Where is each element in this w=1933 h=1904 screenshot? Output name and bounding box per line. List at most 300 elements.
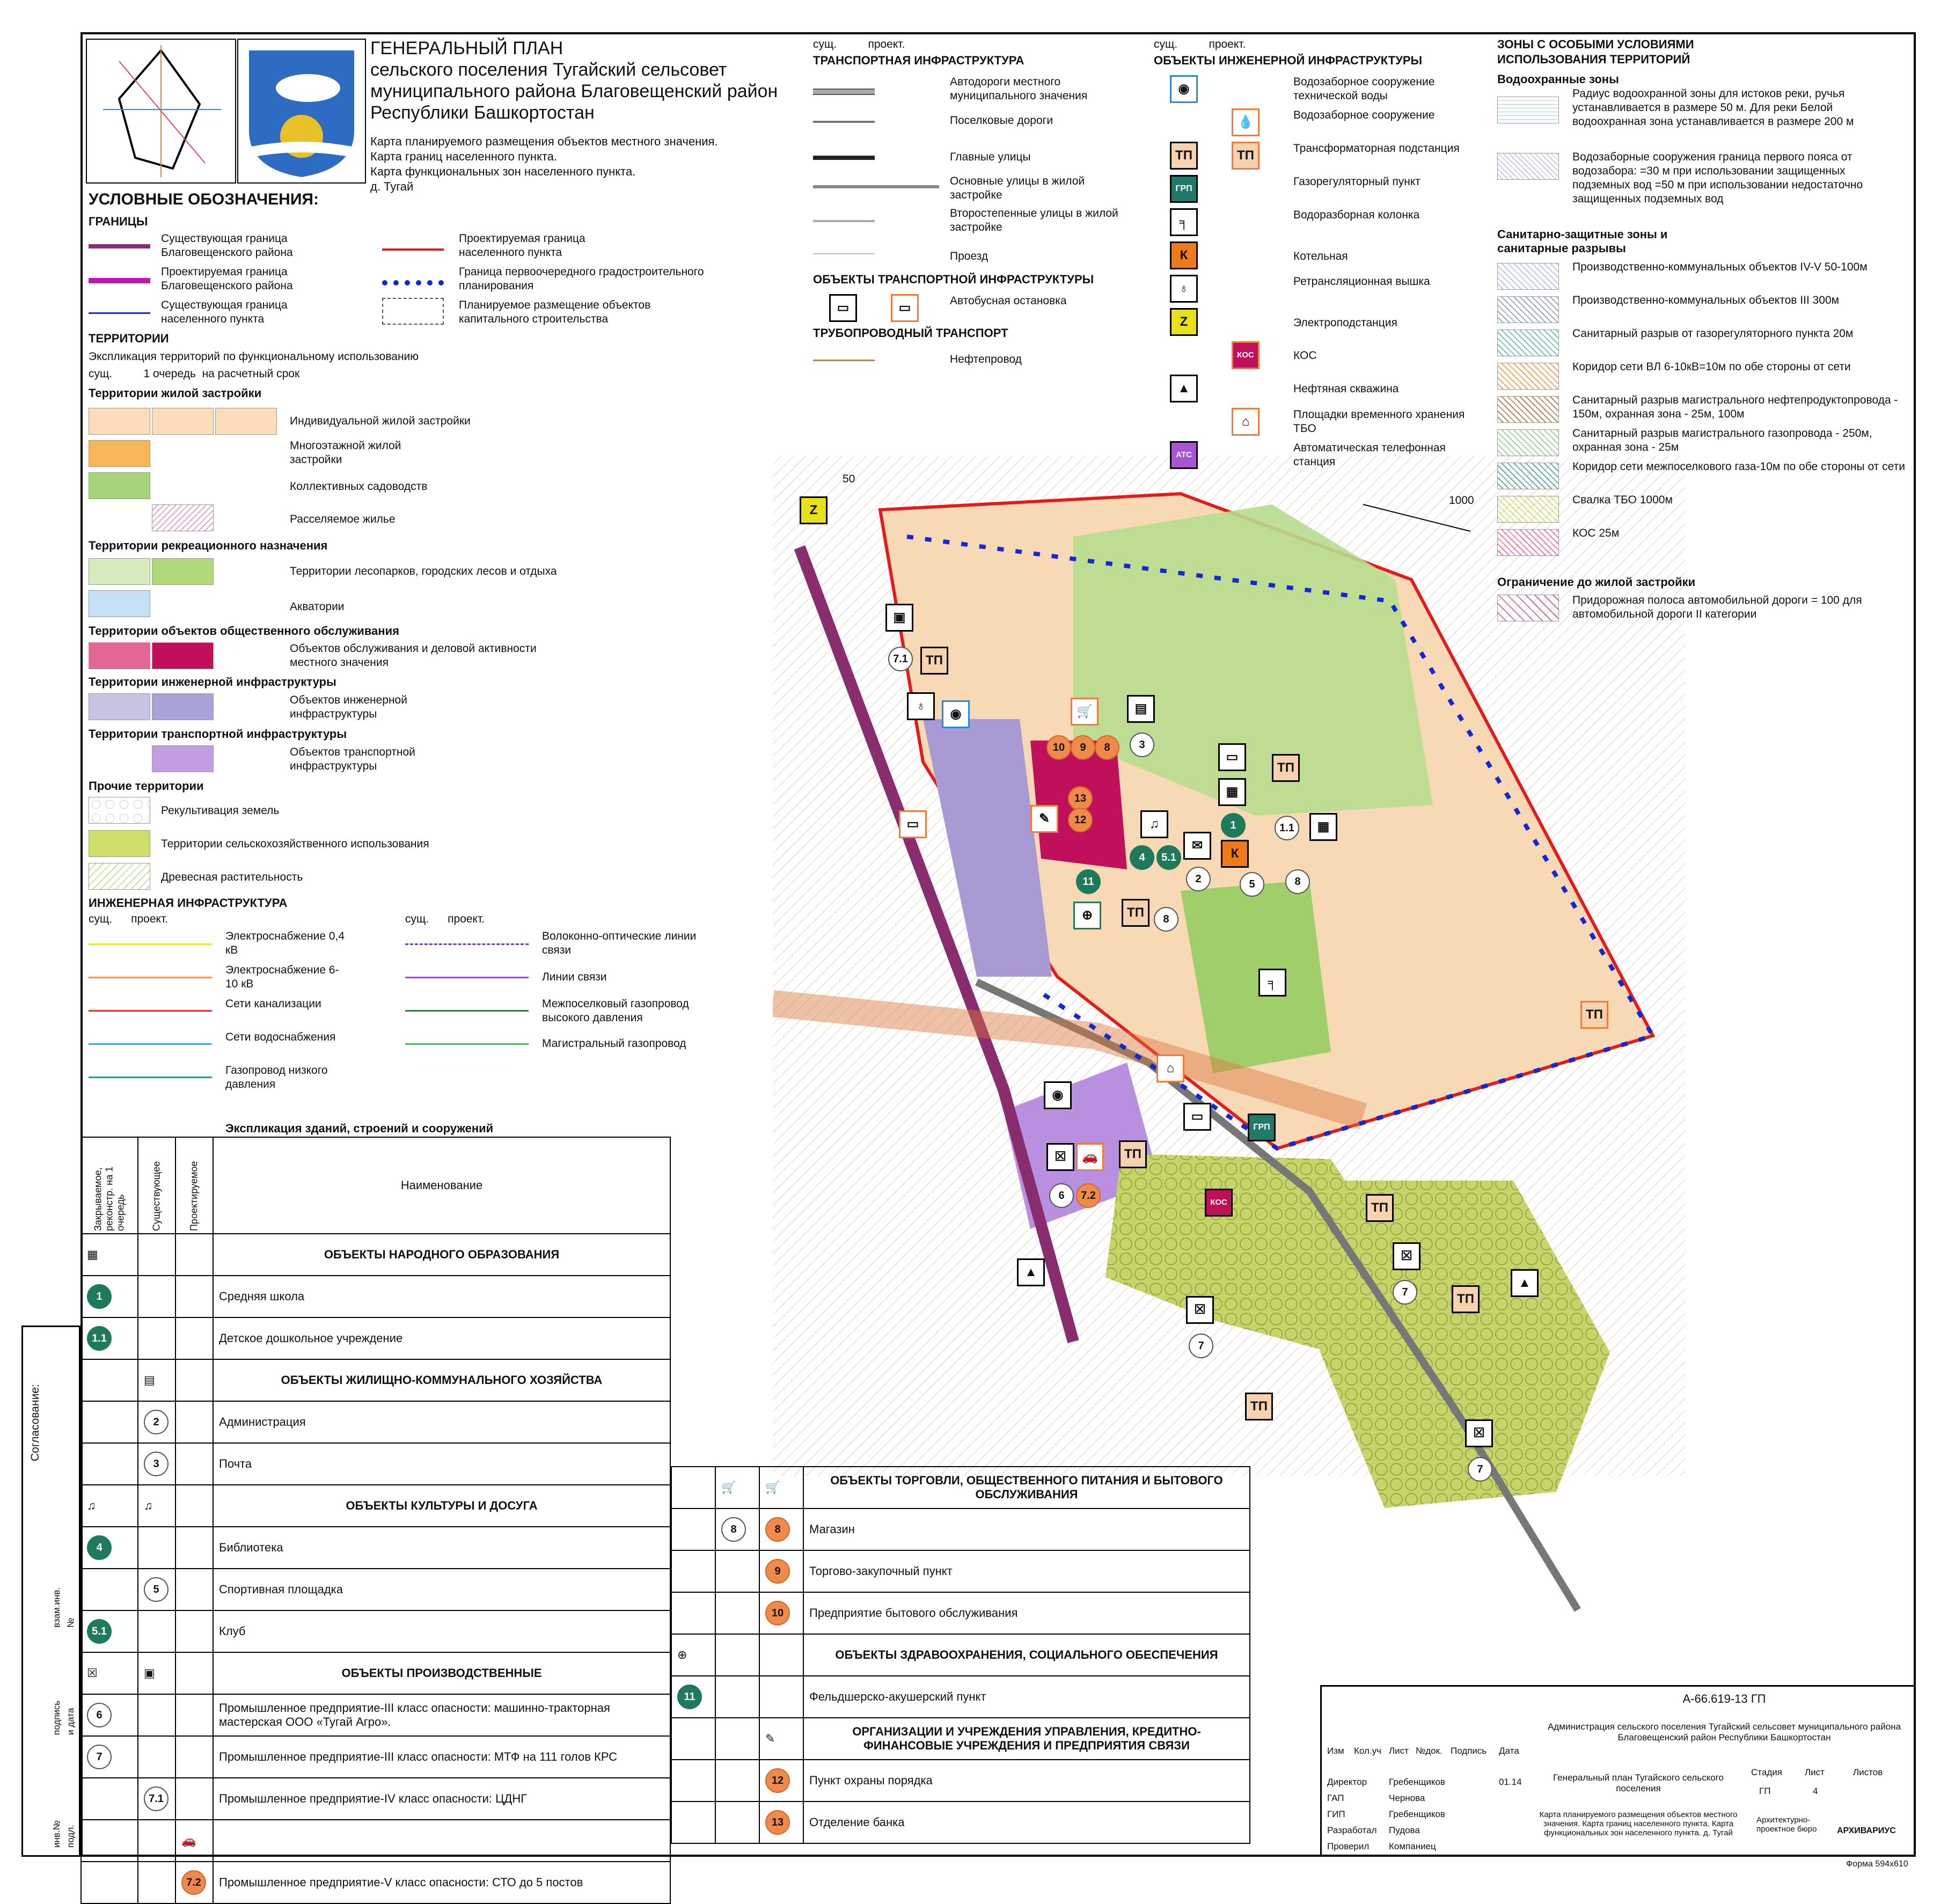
- road-basic: [813, 185, 939, 188]
- swatch-other-1: [89, 797, 150, 824]
- row-sto: Промышленное предприятие-V класс опасности: СТО до 5 постов: [213, 1862, 670, 1903]
- eng-obj-4: Газорегуляторный пункт: [1293, 175, 1421, 188]
- transport-1: Автодороги местного муниципального значения: [950, 76, 1088, 102]
- border-label-5: Граница первоочередного градостроительного планирования: [459, 266, 704, 292]
- title-main: ГЕНЕРАЛЬНЫЙ ПЛАН: [370, 38, 563, 58]
- row-trade-point: Торгово-закупочный пункт: [803, 1550, 1250, 1592]
- territories-cols: сущ. 1 очередь на расчетный срок: [89, 368, 300, 380]
- section-industry: ОБЪЕКТЫ ПРОИЗВОДСТВЕННЫЕ: [213, 1652, 670, 1694]
- eng-right-4: Магистральный газопровод: [542, 1037, 686, 1050]
- swatch-water-2: [1497, 153, 1559, 180]
- format-label: Форма 594х610: [1846, 1859, 1908, 1869]
- map-label-13[interactable]: 13: [1068, 786, 1093, 811]
- map-waste-icon[interactable]: ⌂: [1156, 1054, 1184, 1082]
- bus-stop-icon: ▭: [829, 294, 857, 322]
- border-swatch-4: [382, 248, 444, 251]
- group-engineering: Территории инженерной инфраструктуры: [89, 675, 336, 689]
- stamp-date: 01.14: [1499, 1777, 1522, 1787]
- eng-obj-11: Площадки временного хранения ТБО: [1293, 408, 1465, 435]
- stamp-sheet: 4: [1813, 1786, 1818, 1796]
- road-local: [813, 89, 875, 95]
- scale-label-50: 50: [843, 473, 855, 485]
- map-tp-6[interactable]: ТП: [1366, 1194, 1394, 1222]
- territories-sub: Экспликация территорий по функциональному использованию: [89, 350, 419, 363]
- pipeline-heading: ТРУБОПРОВОДНЫЙ ТРАНСПОРТ: [813, 326, 1008, 340]
- transport-objects-heading: ОБЪЕКТЫ ТРАНСПОРТНОЙ ИНФРАСТРУКТУРЫ: [813, 273, 1094, 286]
- living-1: Индивидуальной жилой застройки: [290, 415, 471, 427]
- kos-icon: КОС: [1232, 341, 1260, 369]
- row-shop: Магазин: [803, 1508, 1250, 1550]
- swatch-living-1: [89, 408, 150, 435]
- stamp-role-2: ГИП: [1327, 1809, 1345, 1819]
- row-num: 8: [721, 1517, 746, 1542]
- group-transport: Территории транспортной инфраструктуры: [89, 727, 347, 741]
- swatch-living-3: [89, 472, 150, 499]
- swatch-rec-2: [89, 590, 150, 617]
- stamp-sheet-h: Лист: [1805, 1767, 1825, 1777]
- other-3: Древесная растительность: [161, 871, 303, 883]
- map-label-11[interactable]: 11: [1076, 869, 1101, 894]
- eng-obj-9: КОС: [1293, 349, 1317, 362]
- map-medical-icon[interactable]: ⊕: [1073, 902, 1101, 929]
- group-public: Территории объектов общественного обслуживания: [89, 624, 399, 638]
- explication-title: Экспликация зданий, строений и сооружений: [225, 1122, 494, 1135]
- stamp-stage-h: Стадия: [1751, 1767, 1782, 1777]
- row-sport: Спортивная площадка: [213, 1569, 670, 1610]
- coat-of-arms: [237, 39, 366, 184]
- group-living: Территории жилой застройки: [89, 386, 262, 400]
- map-label-7-c[interactable]: 7: [1468, 1457, 1492, 1482]
- stamp-role-1: ГАП: [1327, 1793, 1344, 1803]
- eng-obj-cols: сущ. проект.: [1154, 38, 1246, 50]
- section-gov: ОРГАНИЗАЦИИ И УЧРЕЖДЕНИЯ УПРАВЛЕНИЯ, КРЕДИТНО-ФИНАНСОВЫЕ УЧРЕЖДЕНИЯ И ПРЕДПРИЯТИЯ СВЯЗИ: [803, 1718, 1250, 1760]
- stamp-org: Архитектурно-проектное бюро: [1756, 1815, 1817, 1834]
- san-zone-label: Санитарный разрыв магистрального газопровода - 250м, охранная зона - 25м: [1572, 427, 1872, 453]
- zones-heading-2: ИСПОЛЬЗОВАНИЯ ТЕРРИТОРИЙ: [1497, 53, 1690, 66]
- row-num: 6: [87, 1703, 112, 1727]
- map-label-1[interactable]: 1: [1221, 813, 1246, 838]
- pipeline-label: Нефтепровод: [950, 353, 1022, 365]
- title-sub3: Карта функциональных зон населенного пункта.: [370, 165, 636, 178]
- eng-left-3: Сети канализации: [225, 998, 321, 1010]
- section-culture: ОБЪЕКТЫ КУЛЬТУРЫ И ДОСУГА: [213, 1485, 670, 1527]
- inv-replace: взам.инв.№: [52, 1587, 76, 1628]
- stamp-h-1: Кол.уч: [1354, 1746, 1381, 1756]
- row-police: Пункт охраны порядка: [803, 1760, 1250, 1802]
- map-club-icon[interactable]: ♫: [1140, 810, 1168, 838]
- san-zone-item: [1497, 327, 1905, 359]
- edu-icon-cell: ▦: [81, 1234, 138, 1276]
- section-housing: ОБЪЕКТЫ ЖИЛИЩНО-КОММУНАЛЬНОГО ХОЗЯЙСТВА: [213, 1359, 670, 1401]
- line-04: [89, 943, 212, 945]
- section-health: ОБЪЕКТЫ ЗДРАВООХРАНЕНИЯ, СОЦИАЛЬНОГО ОБЕСПЕЧЕНИЯ: [803, 1634, 1250, 1676]
- eng-infra-cols-2: сущ. проект.: [405, 913, 485, 925]
- water-2: Водозаборные сооружения граница первого пояса от водозабора: =30 м при использовании защищенных подземных вод =50 м при использовании недостаточно защищенных подземных вод: [1572, 151, 1863, 205]
- row-num: 1: [87, 1284, 112, 1309]
- water-zones-heading: Водоохранные зоны: [1497, 72, 1619, 86]
- other-2: Территории сельскохозяйственного использования: [161, 838, 429, 850]
- stamp-role-4: Проверил: [1327, 1841, 1370, 1851]
- stamp-project: Генеральный план Тугайского сельского поселения: [1553, 1773, 1724, 1793]
- line-gas-main: [405, 1043, 529, 1045]
- water-intake-icon: 💧: [1232, 108, 1260, 136]
- road-drive: [813, 253, 875, 254]
- san-zone-label: Коридор сети межпоселкового газа-10м по обе стороны от сети: [1572, 460, 1905, 473]
- san-zone-swatch: [1497, 296, 1559, 323]
- row-num: 11: [677, 1685, 702, 1709]
- map-bus-stop-3[interactable]: ▭: [1183, 1103, 1211, 1131]
- title-line3: Республики Башкортостан: [370, 102, 595, 123]
- group-other: Прочие территории: [89, 779, 204, 793]
- industry-icon-cell: ☒: [81, 1652, 138, 1694]
- map-post-icon[interactable]: ✉: [1183, 832, 1211, 860]
- col-name: Наименование: [213, 1137, 670, 1234]
- border-label-1: Существующая граница Благовещенского района: [161, 232, 293, 259]
- map-water-intake-icon[interactable]: ◉: [942, 700, 970, 728]
- line-gas-low: [89, 1077, 212, 1078]
- san-zone-item: [1497, 360, 1905, 392]
- row-kindergarten: Детское дошкольное учреждение: [213, 1317, 670, 1359]
- stamp-h-3: №док.: [1416, 1746, 1443, 1756]
- map-car-service-icon[interactable]: 🚗: [1076, 1143, 1104, 1171]
- map-tp-2[interactable]: ТП: [1272, 754, 1300, 782]
- san-zone-item: [1497, 294, 1905, 326]
- eng-infra-cols: сущ. проект.: [89, 913, 169, 925]
- housing-icon-cell: ▤: [138, 1359, 175, 1401]
- agree-label: Согласование:: [29, 1384, 41, 1461]
- map-label-4[interactable]: 4: [1130, 845, 1154, 870]
- grp-icon: ГРП: [1170, 175, 1198, 203]
- eng-obj-2: Водозаборное сооружение: [1293, 109, 1435, 121]
- oil-well-icon: ▲: [1170, 375, 1198, 402]
- section-edu: ОБЪЕКТЫ НАРОДНОГО ОБРАЗОВАНИЯ: [213, 1234, 670, 1276]
- section-trade: ОБЪЕКТЫ ТОРГОВЛИ, ОБЩЕСТВЕННОГО ПИТАНИЯ И БЫТОВОГО ОБСЛУЖИВАНИЯ: [803, 1467, 1250, 1508]
- row-num: 10: [765, 1601, 790, 1625]
- border-swatch-6: [382, 298, 444, 325]
- limit-heading: Ограничение до жилой застройки: [1497, 575, 1696, 589]
- row-service: Предприятие бытового обслуживания: [803, 1592, 1250, 1634]
- map-label-8-b[interactable]: 8: [1285, 869, 1310, 894]
- road-secondary: [813, 220, 875, 222]
- eng-obj-12: Автоматическая телефонная станция: [1293, 442, 1446, 468]
- map-label-3[interactable]: 3: [1130, 733, 1154, 757]
- map-label-12[interactable]: 12: [1068, 808, 1093, 832]
- line-610: [89, 977, 212, 978]
- row-num: 8: [765, 1517, 790, 1542]
- borders-heading: ГРАНИЦЫ: [89, 215, 148, 228]
- eng-obj-1: Водозаборное сооружение технической воды: [1293, 76, 1435, 102]
- transport-2: Поселковые дороги: [950, 114, 1053, 127]
- swatch-living-1b: [152, 408, 214, 435]
- stamp-logo: АРХИВАРИУС: [1837, 1826, 1896, 1835]
- row-num: 3: [144, 1452, 169, 1476]
- map-label-8[interactable]: 8: [1095, 735, 1119, 760]
- map-industry-closed-2[interactable]: ☒: [1393, 1242, 1421, 1270]
- ats-icon: АТС: [1170, 441, 1198, 469]
- other-1: Рекультивация земель: [161, 804, 280, 817]
- eng-right-3: Межпоселковый газопровод высокого давления: [542, 998, 689, 1024]
- living-4: Расселяемое жилье: [290, 513, 396, 525]
- swatch-eng-1: [89, 693, 150, 720]
- swatch-living-1c: [215, 408, 277, 435]
- transport-cols: сущ. проект.: [813, 38, 905, 50]
- san-zone-label: Санитарный разрыв магистрального нефтепродуктопровода - 150м, охранная зона - 25м, 100м: [1572, 394, 1898, 420]
- line-fiber: [405, 943, 529, 945]
- map-label-5[interactable]: 5: [1240, 872, 1264, 897]
- eng-obj-heading: ОБЪЕКТЫ ИНЖЕНЕРНОЙ ИНФРАСТРУКТУРЫ: [1154, 54, 1423, 67]
- map-bus-stop-1[interactable]: ▭: [1218, 743, 1246, 771]
- swatch-living-2: [89, 440, 150, 467]
- explication-table: Закрываемое, реконстр. на 1 очередь Существующее Проектируемое Наименование ▦ ОБЪЕКТЫ НАРОДНОГО ОБРАЗОВАНИЯ 1 Средняя школа 1.1 Детское дошкольное учреждение ▤ ОБЪЕКТЫ ЖИЛИЩНО-КОММУНАЛЬНОГО ХОЗЯЙСТВА 2 Администрация 3 Почта ♫ ♫ ОБЪЕКТЫ КУЛЬТУРЫ И ДОСУГА 4 Библиотека 5 Спортивная площадка 5.1 Клуб ☒ ▣ ОБЪЕКТЫ ПРОИЗВОДСТВЕННЫЕ 6 Промышленное предприятие-III класс опасности: машинно-тракторная мастерская ООО «Тугай Агро». 7 Промышленное предприятие-III класс опасности: МТФ на 111 голов КРС 7.1 Промышленное предприятие-IV класс опасности: ЦДНГ 🚗 7.2 Промышленное предприятие-V класс опасности: СТО до 5 постов: [80, 1137, 671, 1904]
- border-swatch-3: [89, 312, 150, 314]
- limit-label: Придорожная полоса автомобильной дороги = 100 для автомобильной дороги II категории: [1572, 594, 1862, 620]
- transport-6: Проезд: [950, 250, 989, 262]
- eng-left-5: Газопровод низкого давления: [225, 1064, 328, 1090]
- row-cdng: Промышленное предприятие-IV класс опасности: ЦДНГ: [213, 1778, 670, 1820]
- boiler-icon: К: [1170, 241, 1198, 269]
- map-label-9[interactable]: 9: [1071, 735, 1095, 760]
- swatch-other-3: [89, 863, 150, 890]
- title-block: [370, 38, 800, 194]
- stamp-role-0: Директор: [1327, 1777, 1367, 1787]
- map-tp-5[interactable]: ТП: [1119, 1140, 1147, 1168]
- swatch-tr-1: [152, 745, 214, 772]
- stamp-client: Администрация сельского поселения Тугайский сельсовет муниципального района Благовещенский район Республики Башкортостан: [1547, 1722, 1901, 1742]
- map-tp-1[interactable]: ТП: [920, 647, 948, 675]
- title-stamp: [1320, 1685, 1916, 1857]
- map-industry-closed-1[interactable]: ☒: [1046, 1143, 1074, 1171]
- swatch-pub-1: [89, 642, 150, 669]
- stamp-sheet-desc: Карта планируемого размещения объектов местного значения. Карта границ населенного пункта. Карта функциональных зон населенного пункта. д. Тугай: [1539, 1810, 1738, 1837]
- eng-left-2: Электроснабжение 6-10 кВ: [225, 964, 339, 990]
- map-tp-7[interactable]: ТП: [1452, 1285, 1480, 1313]
- stamp-h-4: Подпись: [1451, 1746, 1487, 1756]
- row-admin: Администрация: [213, 1401, 670, 1443]
- stamp-h-5: Дата: [1499, 1746, 1519, 1756]
- map-industry-closed-4[interactable]: ☒: [1465, 1419, 1493, 1447]
- row-bank: Отделение банка: [803, 1802, 1250, 1843]
- map-police-icon[interactable]: ✎: [1030, 805, 1058, 833]
- san-zone-swatch: [1497, 329, 1559, 356]
- map-industry-closed-3[interactable]: ☒: [1186, 1296, 1214, 1324]
- rec-1: Территории лесопарков, городских лесов и отдыха: [290, 565, 557, 577]
- san-zone-item: [1497, 260, 1905, 292]
- stamp-sheets-h: Листов: [1853, 1767, 1883, 1777]
- map-kindergarten-icon[interactable]: ▦: [1309, 813, 1337, 841]
- san-zone-item: [1497, 393, 1905, 426]
- substation-icon: Z: [1170, 308, 1198, 336]
- eng-left-1: Электроснабжение 0,4 кВ: [225, 930, 345, 956]
- map-admin-icon[interactable]: ▤: [1127, 695, 1155, 723]
- border-label-3: Существующая граница населенного пункта: [161, 299, 288, 325]
- san-zone-label: Производственно-коммунальных объектов III 300м: [1572, 294, 1840, 306]
- map-label-8-c[interactable]: 8: [1154, 907, 1178, 932]
- col-existing: Существующее: [138, 1137, 175, 1234]
- transport-5: Второстепенные улицы в жилой застройке: [950, 207, 1118, 233]
- row-num: 2: [144, 1410, 169, 1434]
- san-zone-label: Коридор сети ВЛ 6-10кВ=10м по обе стороны от сети: [1572, 361, 1851, 373]
- transport-heading: ТРАНСПОРТНАЯ ИНФРАСТРУКТУРА: [813, 54, 1024, 67]
- row-mtm: Промышленное предприятие-III класс опасности: машинно-тракторная мастерская ООО «Тугай Агро».: [213, 1694, 670, 1736]
- row-num: 7: [87, 1745, 112, 1769]
- map-label-7-a[interactable]: 7: [1393, 1280, 1417, 1305]
- border-label-4: Проектируемая граница населенного пункта: [459, 232, 585, 259]
- line-sewer: [89, 1010, 212, 1012]
- swatch-eng-1b: [152, 693, 214, 720]
- title-line1: сельского поселения Тугайский сельсовет: [370, 60, 727, 80]
- stamp-name-3: Пудова: [1389, 1825, 1420, 1835]
- water-1: Радиус водоохранной зоны для истоков реки, ручья устанавливается в размере 50 м. Для реки Белой водоохранная зона устанавливается в размере 200 м: [1572, 87, 1854, 128]
- stamp-h-2: Лист: [1389, 1746, 1409, 1756]
- eng-infra-heading: ИНЖЕНЕРНАЯ ИНФРАСТРУКТУРА: [89, 896, 288, 910]
- eng-1: Объектов инженерной инфраструктуры: [290, 694, 407, 720]
- map-tp-8[interactable]: ТП: [1245, 1393, 1273, 1420]
- stamp-role-3: Разработал: [1327, 1825, 1377, 1835]
- pub-1: Объектов обслуживания и деловой активности местного значения: [290, 642, 537, 669]
- swatch-pub-1b: [152, 642, 214, 669]
- map-bus-stop-2[interactable]: ▭: [899, 810, 927, 838]
- tp-icon: ТП: [1170, 142, 1198, 170]
- waste-site-icon: ⌂: [1232, 408, 1260, 436]
- row-mtf: Промышленное предприятие-III класс опасности: МТФ на 111 голов КРС: [213, 1736, 670, 1778]
- san-zone-label: КОС 25м: [1572, 527, 1620, 539]
- border-swatch-1: [89, 244, 150, 248]
- map-label-7-1[interactable]: 7.1: [888, 647, 913, 671]
- eng-obj-10: Нефтяная скважина: [1293, 383, 1399, 395]
- map-tp-3[interactable]: ТП: [1122, 899, 1149, 927]
- swatch-living-4: [152, 504, 214, 531]
- map-label-2[interactable]: 2: [1186, 867, 1211, 891]
- swatch-other-2: [89, 830, 150, 857]
- map-label-7-2[interactable]: 7.2: [1076, 1183, 1101, 1208]
- title-line2: муниципального района Благовещенский район: [370, 81, 778, 101]
- map-grp-icon[interactable]: ГРП: [1248, 1114, 1276, 1141]
- map-label-7-b[interactable]: 7: [1189, 1334, 1213, 1358]
- map-label-5-1[interactable]: 5.1: [1156, 845, 1181, 870]
- road-village: [813, 121, 875, 123]
- stamp-name-0: Гребенщиков: [1389, 1777, 1445, 1787]
- san-zone-label: Санитарный разрыв от газорегуляторного пункта 20м: [1572, 327, 1854, 340]
- territories-heading: ТЕРРИТОРИИ: [89, 332, 169, 345]
- map-label-10[interactable]: 10: [1046, 735, 1071, 760]
- map-school-icon[interactable]: ▦: [1218, 778, 1246, 806]
- title-sub2: Карта границ населенного пункта.: [370, 150, 558, 163]
- border-swatch-2: [89, 278, 150, 283]
- row-num: 1.1: [87, 1326, 112, 1351]
- row-num: 7.1: [144, 1786, 169, 1811]
- stamp-stage: ГП: [1759, 1786, 1771, 1796]
- eng-obj-7: Ретрансляционная вышка: [1293, 275, 1430, 288]
- map-label-6[interactable]: 6: [1049, 1183, 1074, 1208]
- map-boiler-icon[interactable]: К: [1221, 840, 1249, 868]
- line-comm: [405, 977, 529, 978]
- map-oil-well-1[interactable]: ▲: [1017, 1258, 1045, 1286]
- eng-left-4: Сети водоснабжения: [225, 1031, 336, 1043]
- col-closed: Закрываемое, реконстр. на 1 очередь: [81, 1137, 138, 1234]
- eng-right-1: Волоконно-оптические линии связи: [542, 930, 697, 956]
- stamp-code: А-66.619-13 ГП: [1682, 1692, 1766, 1705]
- explication-table-right: 🛒 🛒 ОБЪЕКТЫ ТОРГОВЛИ, ОБЩЕСТВЕННОГО ПИТАНИЯ И БЫТОВОГО ОБСЛУЖИВАНИЯ 8 8 Магазин 9 Торгово-закупочный пункт 10 Предприятие бытового обслуживания ⊕ ОБЪЕКТЫ ЗДРАВООХРАНЕНИЯ, СОЦИАЛЬНОГО ОБЕСПЕЧЕНИЯ 11 Фельдшерско-акушерский пункт ✎ ОРГАНИЗАЦИИ И УЧРЕЖДЕНИЯ УПРАВЛЕНИЯ, КРЕДИТНО-ФИНАНСОВЫЕ УЧРЕЖДЕНИЯ И ПРЕДПРИЯТИЯ СВЯЗИ 12 Пункт охраны порядка 13 Отделение банка: [671, 1466, 1250, 1844]
- bus-stop-label: Автобусная остановка: [950, 295, 1067, 307]
- legend-heading: УСЛОВНЫЕ ОБОЗНАЧЕНИЯ:: [89, 191, 319, 208]
- map-water-column-icon[interactable]: ╕: [1258, 969, 1286, 997]
- inv-orig: инв.№ подл.: [52, 1820, 76, 1848]
- row-post: Почта: [213, 1443, 670, 1485]
- row-num: 13: [765, 1810, 790, 1835]
- eng-obj-6: Котельная: [1293, 250, 1348, 262]
- row-num: 7.2: [181, 1870, 206, 1895]
- row-num: 5.1: [87, 1619, 112, 1644]
- tp-proj-icon: ТП: [1232, 142, 1260, 170]
- row-num: 4: [87, 1535, 112, 1560]
- san-zone-swatch: [1497, 396, 1559, 423]
- row-num: 9: [765, 1559, 790, 1584]
- swatch-rec-1: [89, 558, 150, 585]
- living-3: Коллективных садоводств: [290, 480, 428, 493]
- map-oil-well-2[interactable]: ▲: [1511, 1269, 1539, 1297]
- border-swatch-5: [382, 280, 444, 285]
- inv-sign: подпись и дата: [52, 1700, 76, 1735]
- row-num: 12: [765, 1768, 790, 1793]
- line-gas-high: [405, 1010, 529, 1012]
- stamp-h-0: Изм: [1327, 1746, 1344, 1756]
- swatch-water-1: [1497, 97, 1559, 123]
- col-projected: Проектируемое: [175, 1137, 213, 1234]
- map-tp-4[interactable]: ТП: [1580, 1001, 1608, 1029]
- title-sub4: д. Тугай: [370, 180, 414, 193]
- swatch-rec-1b: [152, 558, 214, 585]
- san-zone-swatch: [1497, 263, 1559, 290]
- transport-4: Основные улицы в жилой застройке: [950, 175, 1085, 201]
- row-num: 5: [144, 1577, 169, 1602]
- line-water: [89, 1043, 212, 1045]
- san-zone-label: Производственно-коммунальных объектов IV-V 50-100м: [1572, 261, 1868, 273]
- compass-rose: [86, 39, 236, 184]
- living-2: Многоэтажной жилой застройки: [290, 440, 401, 466]
- map-label-1-1[interactable]: 1.1: [1275, 816, 1299, 840]
- map-industry-icon[interactable]: ▣: [885, 604, 913, 632]
- san-zone-swatch: [1497, 363, 1559, 390]
- map-shop-icon[interactable]: 🛒: [1071, 698, 1099, 726]
- zones-heading-1: ЗОНЫ С ОСОБЫМИ УСЛОВИЯМИ: [1497, 38, 1694, 51]
- relay-tower-icon: ♁: [1170, 275, 1198, 303]
- row-school: Средняя школа: [213, 1276, 670, 1317]
- row-fap: Фельдшерско-акушерский пункт: [803, 1676, 1250, 1718]
- map-kos-icon[interactable]: КОС: [1205, 1189, 1233, 1217]
- stamp-name-4: Компаниец: [1389, 1841, 1436, 1851]
- group-recreation: Территории рекреационного назначения: [89, 539, 328, 552]
- transport-3: Главные улицы: [950, 151, 1031, 163]
- eng-obj-3: Трансформаторная подстанция: [1293, 142, 1460, 155]
- oil-pipe-line: [813, 360, 875, 361]
- map-substation-icon[interactable]: Z: [800, 496, 828, 524]
- stamp-name-2: Гребенщиков: [1389, 1809, 1445, 1819]
- bus-stop-proj-icon: ▭: [891, 294, 919, 322]
- map-water-intake-2[interactable]: ◉: [1044, 1081, 1072, 1109]
- culture-icon-cell: ♫: [81, 1485, 138, 1527]
- eng-obj-5: Водоразборная колонка: [1293, 209, 1420, 221]
- road-main: [813, 156, 875, 160]
- eng-obj-8: Электроподстанция: [1293, 317, 1397, 329]
- map-tower-icon[interactable]: ♁: [907, 692, 935, 720]
- border-label-6: Планируемое размещение объектов капитального строительства: [459, 299, 651, 325]
- eng-right-2: Линии связи: [542, 971, 607, 983]
- title-sub1: Карта планируемого размещения объектов местного значения.: [370, 135, 718, 148]
- rec-2: Акватории: [290, 601, 345, 613]
- row-club: Клуб: [213, 1610, 670, 1652]
- san-heading: Санитарно-защитные зоны и санитарные разрывы: [1497, 228, 1668, 255]
- tr-1: Объектов транспортной инфраструктуры: [290, 746, 415, 772]
